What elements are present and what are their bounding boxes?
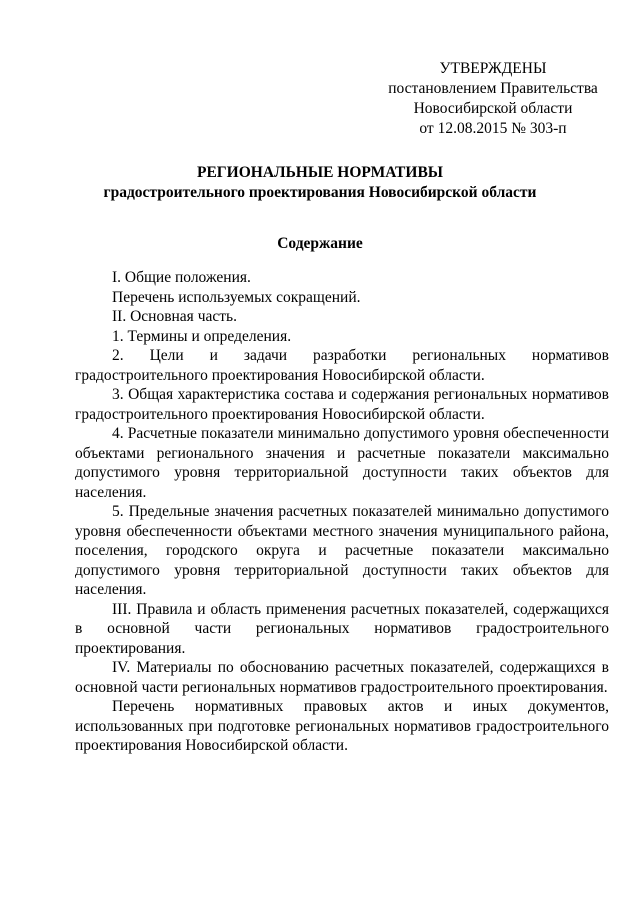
toc-item-goals: 2. Цели и задачи разработки региональных нормативов градостроительного проектирования Новосибирской области.	[75, 347, 609, 384]
approval-line-resolution: постановлением Правительства	[388, 80, 598, 97]
title-line-sub: градостроительного проектирования Новосибирской области	[103, 184, 537, 201]
approval-line-region: Новосибирской области	[413, 100, 573, 117]
toc-heading: Содержание	[277, 235, 363, 252]
toc-item-abbreviations: Перечень используемых сокращений.	[112, 288, 361, 306]
approval-stamp	[388, 59, 598, 139]
title-line-main: РЕГИОНАЛЬНЫЕ НОРМАТИВЫ	[196, 164, 444, 181]
approval-line-approved: УТВЕРЖДЕНЫ	[439, 60, 547, 77]
toc-item-local-indicators: 5. Предельные значения расчетных показателей минимально допустимого уровня обеспеченности объектами местного значения муниципального района, поселения, городского округа и расчетные показатели максимально допустимого уровня территориальной доступности таких объектов для населения.	[75, 503, 609, 598]
toc-item-composition: 3. Общая характеристика состава и содержания региональных нормативов градостроительного проектирования Новосибирской области.	[75, 386, 609, 423]
toc-item-general-provisions: I. Общие положения.	[112, 269, 251, 286]
toc-item-terms: 1. Термины и определения.	[112, 327, 292, 345]
document-title	[60, 163, 580, 203]
toc-item-application-rules: III. Правила и область применения расчетных показателей, содержащихся в основной части региональных нормативов градостроительного проектирования.	[75, 600, 609, 657]
approval-line-date-number: от 12.08.2015 № 303-п	[419, 120, 567, 137]
table-of-contents	[75, 268, 609, 756]
toc-item-main-part: II. Основная часть.	[112, 308, 237, 325]
toc-item-justification: IV. Материалы по обоснованию расчетных показателей, содержащихся в основной части региональных нормативов градостроительного проектирования.	[75, 659, 609, 696]
toc-item-legal-acts: Перечень нормативных правовых актов и иных документов, использованных при подготовке региональных нормативов градостроительного проектирования Новосибирской области.	[75, 698, 609, 754]
toc-item-regional-indicators: 4. Расчетные показатели минимально допустимого уровня обеспеченности объектами регионального значения и расчетные показатели максимально допустимого уровня территориальной доступности таких объектов для населения.	[75, 425, 609, 501]
